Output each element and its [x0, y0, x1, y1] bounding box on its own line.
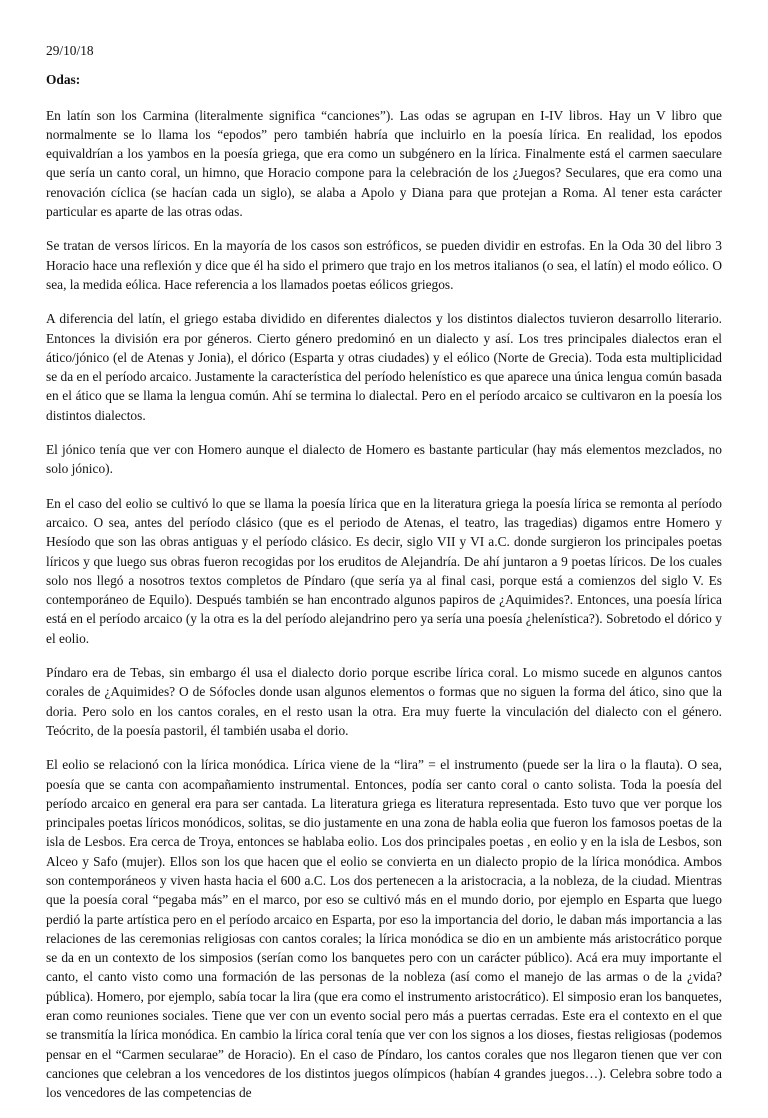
paragraph-jonico: El jónico tenía que ver con Homero aunque el dialecto de Homero es bastante particular (hay más elementos mezclados, no solo jónico). [46, 442, 722, 477]
document-date: 29/10/18 [46, 43, 94, 58]
document-heading: Odas: [46, 72, 81, 88]
paragraph-carmina: En latín son los Carmina (literalmente significa “canciones”). Las odas se agrupan en I-IV libros. Hay un V libro que normalmente se lo llama los “epodos” pero también habría que incluirlo en la poesía lírica. En realidad, los epodos equivaldrían a los yambos en la poesía griega, que era como un subgénero en la lírica. Finalmente está el carmen saeculare que sería un canto coral, un himno, que Horacio compone para la celebración de los ¿Juegos? Seculares, que era como una renovación cíclica (se hacían cada un siglo), se alaba a Apolo y Diana para que protejan a Roma. Al tener esta carácter particular es aparte de las otras odas. [46, 107, 722, 220]
paragraph-eolio-lirica: En el caso del eolio se cultivó lo que se llama la poesía lírica que en la literatura griega la poesía lírica se remonta al período arcaico. O sea, antes del período clásico (que es el periodo de Atenas, el teatro, las tragedias) digamos entre Homero y Hesíodo que son las obras antiguas y el período clásico. Es decir, siglo VII y VI a.C. donde surgieron los principales poetas líricos y que luego sus obras fueron recogidas por los eruditos de Alejandría. De ahí juntaron a 9 poetas líricos. De los cuales solo nos llegó a nosotros textos completos de Píndaro (que sería ya al final casi, porque está a comienzos del siglo V. Es contemporáneo de Equilo). Después también se han encontrado algunos papiros de ¿Aquimides?. Entonces, una poesía lírica está en el período arcaico (y la otra es la del período alejandrino pero ya sería una poesía ¿helenística?). Sobretodo el dórico y el eolio. [46, 495, 722, 646]
paragraph-lirica-monodica: El eolio se relacionó con la lírica monódica. Lírica viene de la “lira” = el instrumento (puede ser la lira o la flauta). O sea, poesía que se canta con acompañamiento instrumental. Entonces, podía ser canto coral o canto solista. Toda la poesía del período arcaico en general era para ser cantada. La literatura griega es literatura representada. Esto tuvo que ver porque los principales poetas líricos monódicos, solitas, se dio justamente en una zona de habla eolia que fueron los famosos poetas de la isla de Lesbos. Era cerca de Troya, entonces se hablaba eolio. Los dos principales poetas , en eolio y en la isla de Lesbos, son Alceo y Safo (mujer). Ellos son los que hacen que el eolio se convierta en un dialecto propio de la lírica monódica. Ambos son contemporáneos y viven hasta hacia el 600 a.C. Los dos pertenecen a la aristocracia, a la nobleza, de la ciudad. Mientras que la poesía coral “pegaba más” en el marco, por eso se cultivó más en el mundo dorio, por ejemplo en Esparta que luego perdió la parte artística pero en el período arcaico en Esparta, por eso la importancia del dorio, le daban más importancia a las relaciones de las ceremonias religiosas con cantos corales; la lírica monódica se dio en un ambiente más aristocrático porque se da en un contexto de los simposios (serían como los banquetes pero con un carácter público). Acá era muy importante el canto, el canto visto como una formación de las personas de la nobleza (así como el manejo de las armas o de la ¿vida? pública). Homero, por ejemplo, sabía tocar la lira (que era como el instrumento aristocrático). El simposio eran los banquetes, eran como reuniones sociales. Tiene que ver con un evento social pero más a puertas cerradas. Este era el contexto en el que se transmitía la lírica monódica. En cambio la lírica coral tenía que ver con los signos a los dioses, fiestas religiosas (podemos pensar en el “Carmen secularae” de Horacio). En el caso de Píndaro, los cantos corales que nos llegaron tienen que ver con canciones que celebran a los vencedores de los distintos juegos olímpicos (habían 4 grandes juegos…). Celebra sobre todo a los vencedores de las competencias de [46, 757, 722, 1101]
paragraph-versos-liricos: Se tratan de versos líricos. En la mayoría de los casos son estróficos, se pueden dividir en estrofas. En la Oda 30 del libro 3 Horacio hace una reflexión y dice que él ha sido el primero que trajo en los metros italianos (o sea, el latín) el modo eólico. O sea, la medida eólica. Hace referencia a los llamados poetas eólicos griegos. [46, 238, 722, 292]
paragraph-pindaro: Píndaro era de Tebas, sin embargo él usa el dialecto dorio porque escribe lírica coral. Lo mismo sucede en algunos cantos corales de ¿Aquimides? O de Sófocles donde usan algunos elementos o formas que no siguen la forma del ático, sino que la doria. Pero solo en los cantos corales, en el resto usan la otra. Era muy fuerte la vinculación del dialecto con el género. Teócrito, de la poesía pastoril, él también usaba el dorio. [46, 665, 722, 738]
document-page [46, 41, 722, 1118]
paragraph-dialectos: A diferencia del latín, el griego estaba dividido en diferentes dialectos y los distintos dialectos tuvieron desarrollo literario. Entonces la división era por géneros. Cierto género predominó en un dialecto y así. Los tres principales dialectos eran el ático/jónico (el de Atenas y Jonia), el dórico (Esparta y otras ciudades) y el eólico (Norte de Grecia). Toda esta multiplicidad se da en el período arcaico. Justamente la característica del período helenístico es que aparece una única lengua común basada en el ático que se llama la lengua común. Ahí se termina lo dialectal. Pero en el período arcaico se cultivaron en la poesía los distintos dialectos. [46, 311, 722, 423]
